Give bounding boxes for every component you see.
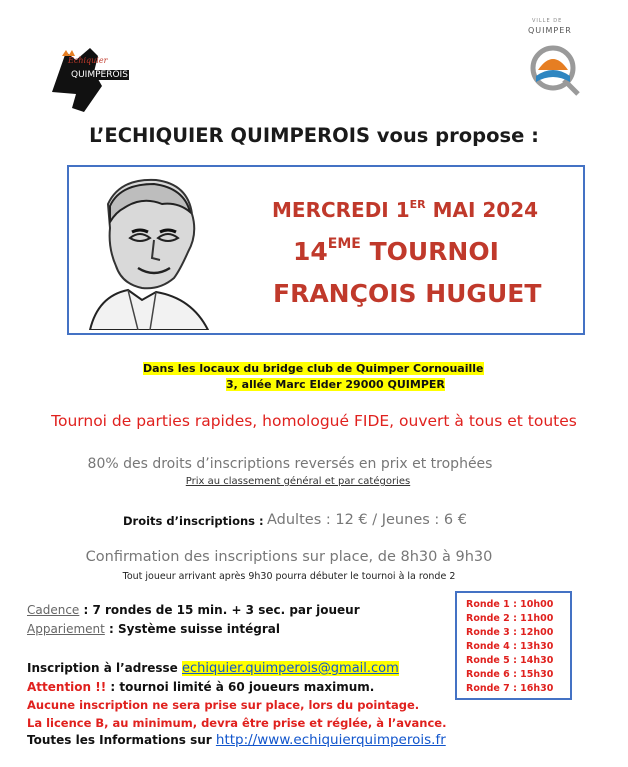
round-item: Ronde 6 : 15h30 — [466, 669, 554, 680]
appariement-line — [27, 622, 280, 636]
attention-line — [27, 680, 374, 694]
tournament-edition — [293, 236, 499, 266]
round-item: Ronde 3 : 12h00 — [466, 627, 554, 638]
portrait-sketch-image — [80, 174, 218, 330]
cadence-line — [27, 603, 360, 617]
no-onsite-registration: Aucune inscription ne sera prise sur place, lors du pointage. — [27, 698, 420, 712]
logo-city-text: QUIMPER — [528, 26, 572, 35]
rounds-schedule — [455, 591, 572, 700]
edition-suffix: TOURNOI — [360, 237, 499, 266]
info-line — [27, 732, 446, 748]
event-date — [272, 198, 538, 222]
website-link[interactable]: http://www.echiquierquimperois.fr — [215, 732, 446, 748]
headline: L’ECHIQUIER QUIMPEROIS vous propose : — [89, 124, 539, 147]
round-item: Ronde 7 : 16h30 — [466, 683, 554, 694]
venue-line-1: Dans les locaux du bridge club de Quimper Cornouaille — [143, 362, 484, 375]
inscription-label: Inscription à l’adresse — [27, 661, 182, 675]
email-link[interactable]: echiquier.quimperois@gmail.com — [182, 661, 399, 676]
prize-classification-text: Prix au classement général et par catégories — [185, 476, 411, 487]
date-superscript: ER — [409, 198, 426, 211]
echiquier-quimperois-logo — [46, 42, 138, 114]
fees-label: Droits d’inscriptions : — [123, 514, 264, 528]
round-item: Ronde 5 : 14h30 — [466, 655, 554, 666]
cadence-label: Cadence — [27, 603, 80, 617]
logo-text-quimperois: QUIMPEROIS — [71, 70, 128, 80]
round-item: Ronde 1 : 10h00 — [466, 599, 554, 610]
round-item: Ronde 4 : 13h30 — [466, 641, 554, 652]
inscription-line — [27, 661, 399, 676]
date-prefix: MERCREDI 1 — [272, 198, 410, 222]
info-label: Toutes les Informations sur — [27, 733, 216, 747]
round-item: Ronde 2 : 11h00 — [466, 613, 554, 624]
licence-requirement: La licence B, au minimum, devra être prise et réglée, à l’avance. — [27, 716, 447, 730]
date-suffix: MAI 2024 — [425, 198, 539, 222]
appariement-value: : Système suisse intégral — [104, 622, 280, 636]
venue-line-2: 3, allée Marc Elder 29000 QUIMPER — [226, 378, 445, 391]
logo-small-text: VILLE DE — [532, 18, 563, 24]
attention-text: : tournoi limité à 60 joueurs maximum. — [106, 680, 375, 694]
late-arrival-note: Tout joueur arrivant après 9h30 pourra débuter le tournoi à la ronde 2 — [122, 571, 456, 582]
confirmation-text: Confirmation des inscriptions sur place, de 8h30 à 9h30 — [85, 549, 493, 565]
tournament-description: Tournoi de parties rapides, homologué FIDE, ouvert à tous et toutes — [51, 412, 577, 430]
logo-text-echiquier: Echiquier — [68, 56, 108, 65]
edition-superscript: EME — [327, 236, 361, 252]
edition-number: 14 — [293, 237, 328, 266]
prize-share-text: 80% des droits d’inscriptions reversés en prix et trophées — [87, 456, 493, 472]
quimper-emblem-icon — [524, 40, 582, 96]
cadence-value: : 7 rondes de 15 min. + 3 sec. par joueur — [79, 603, 360, 617]
fees-value: Adultes : 12 € / Jeunes : 6 € — [267, 512, 467, 528]
ville-de-quimper-logo — [520, 18, 586, 98]
tournament-name: FRANÇOIS HUGUET — [273, 279, 542, 308]
attention-label: Attention !! — [27, 680, 107, 694]
appariement-label: Appariement — [27, 622, 105, 636]
